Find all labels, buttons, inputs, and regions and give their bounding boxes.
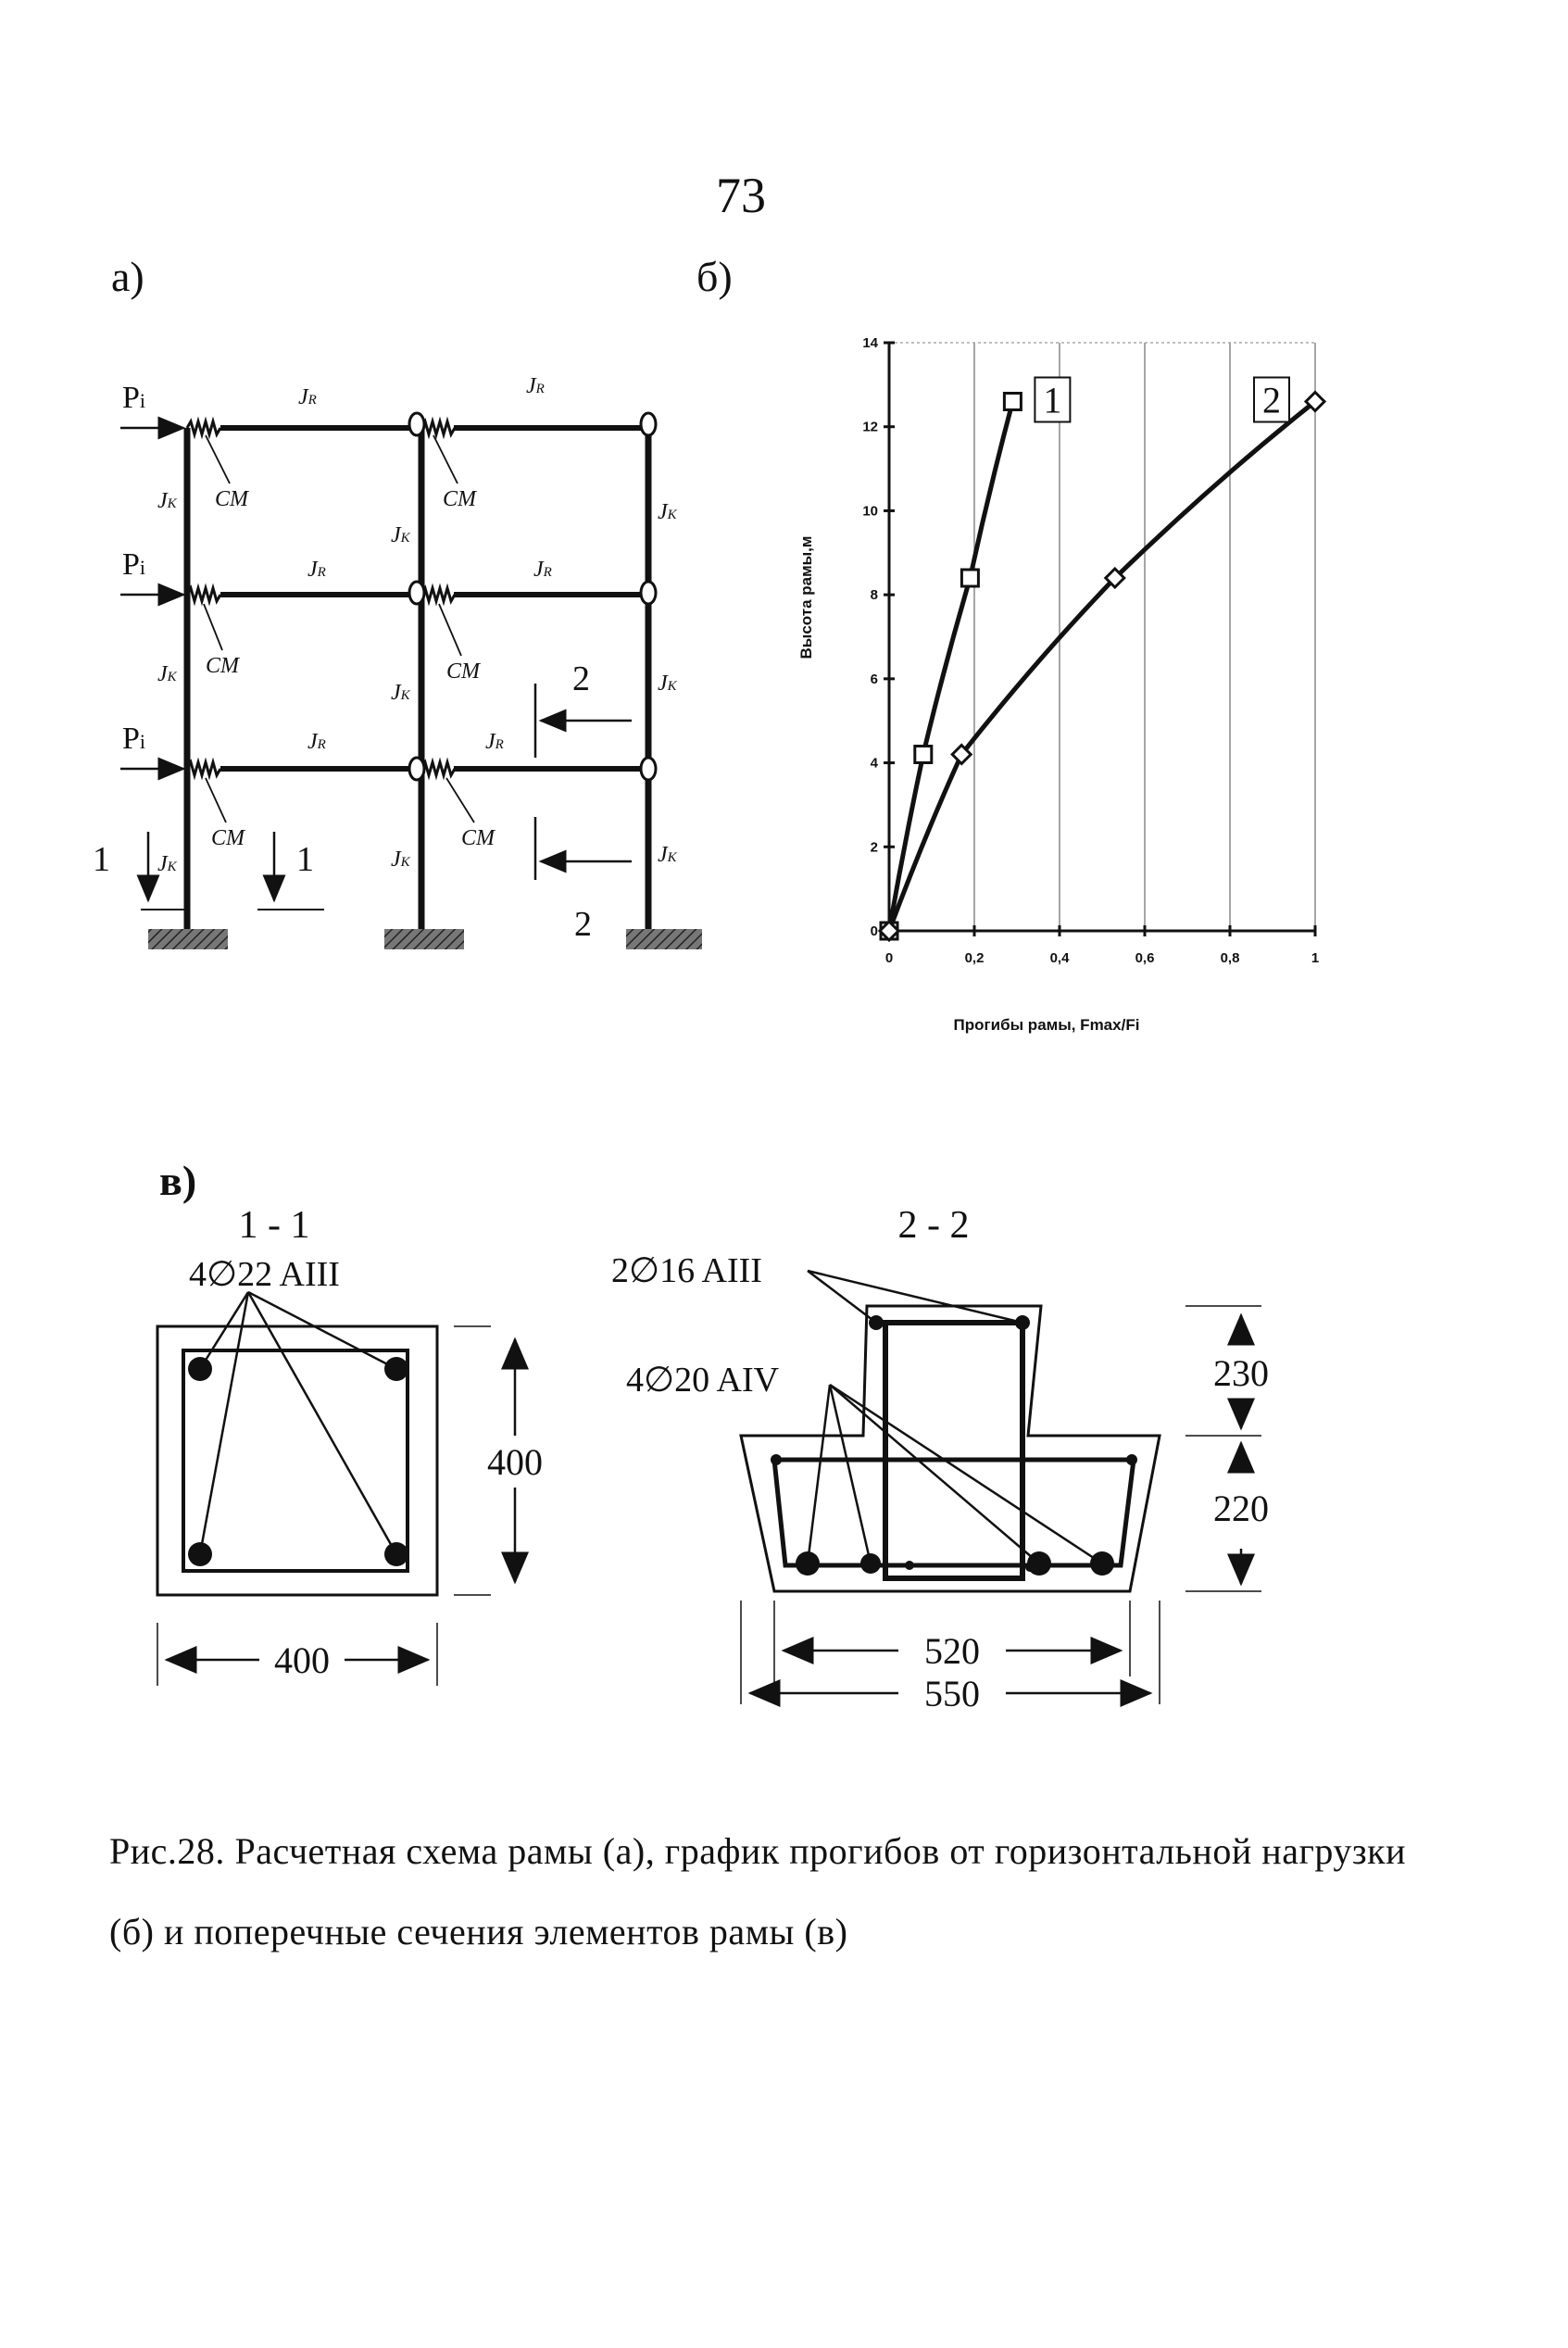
section-2-width-inner: 520 [924,1630,980,1672]
series-line-2 [889,402,1315,932]
rebar-bar [1126,1454,1137,1465]
x-tick-label: 0,4 [1049,950,1070,966]
column-label: JK [391,848,410,872]
column-label: JK [391,681,410,705]
spring [187,421,220,434]
deflection-chart [759,333,1334,1056]
column-label: JK [157,662,177,686]
x-tick-label: 0,6 [1135,950,1155,966]
section-mark-2: 2 [572,659,590,698]
section-1-height: 400 [487,1441,543,1483]
spring-label: CM [215,487,248,511]
section-1-title: 1 - 1 [238,1204,310,1247]
section-mark-2: 2 [574,905,592,944]
panel-label-a: а) [111,253,144,300]
y-tick-label: 4 [870,755,878,772]
y-tick-label: 2 [870,839,878,856]
section-1-rebar: 4∅22 AIII [189,1255,340,1294]
spring-label: CM [461,826,495,850]
section-2-rebar-top: 2∅16 AIII [611,1251,762,1290]
column-label: JK [658,500,677,524]
hinge [641,758,656,780]
frame-scheme [0,0,759,1019]
x-tick-label: 1 [1311,950,1320,966]
spring-label: CM [206,654,239,678]
hinge [641,582,656,604]
hinge [641,413,656,435]
panel-label-v: в) [159,1157,197,1204]
section-mark-1: 1 [296,840,314,879]
chart-grid [974,343,1315,931]
section-1-width: 400 [274,1639,330,1681]
section-2-2 [593,1186,1297,1741]
chart-series [880,378,1324,941]
rebar-bar [1025,1563,1035,1572]
chart-y-axis-label: Высота рамы,м [797,535,815,659]
y-tick-label: 14 [862,335,878,351]
rebar-bar [771,1454,782,1465]
beam-label: JR [307,558,326,582]
section-1-1 [0,1186,593,1741]
section-2-title: 2 - 2 [897,1204,970,1247]
panel-label-b: б) [696,253,733,300]
hinge [409,413,424,435]
hinge [409,758,424,780]
y-tick-label: 10 [862,503,878,520]
chart-x-axis-label: Прогибы рамы, Fmax/Fi [953,1016,1140,1034]
column-label: JK [391,523,410,547]
beam-label: JR [307,730,326,754]
page-number: 73 [716,168,766,223]
spring-label: CM [211,826,245,850]
column-label: JK [658,672,677,696]
section-2-width-outer: 550 [924,1673,980,1714]
hinge [409,582,424,604]
figure-caption: Рис.28. Расчетная схема рамы (а), график прогибов от горизонтальной нагрузки (б) и поперечные сечения элементов рамы (в) [109,1830,1406,1952]
section-2-height-bottom: 220 [1213,1488,1269,1529]
section-2-outline [741,1306,1160,1591]
load-label: Pi [122,547,146,582]
beam-label: JR [298,385,317,409]
series-label: 2 [1262,379,1281,421]
rebar-bar [905,1561,914,1570]
load-label: Pi [122,381,146,415]
load-label: Pi [122,722,146,756]
support [384,929,464,949]
column-label: JK [157,489,177,513]
spring [421,588,455,601]
spring [421,421,455,434]
spring [421,762,455,775]
y-tick-label: 12 [862,419,878,435]
support [148,929,228,949]
y-tick-label: 8 [870,587,878,604]
chart-axes [862,335,1319,966]
series-line-1 [889,402,1012,932]
series-label: 1 [1043,379,1062,421]
column-label: JK [157,852,177,876]
spring [187,762,220,775]
spring [187,588,220,601]
x-tick-label: 0,8 [1220,950,1240,966]
beam-label: JR [485,730,504,754]
section-2-rebar-bottom: 4∅20 AIV [626,1361,780,1400]
spring-label: CM [443,487,476,511]
y-tick-label: 0 [870,923,878,939]
column-label: JK [658,843,677,867]
support [626,929,702,949]
y-tick-label: 6 [870,671,878,687]
x-tick-label: 0 [884,950,894,966]
data-point [961,570,978,586]
spring-label: CM [446,659,480,684]
data-point [915,747,932,763]
section-mark-1: 1 [93,840,110,879]
beam-label: JR [533,558,552,582]
section-2-height-top: 230 [1213,1352,1269,1394]
x-tick-label: 0,2 [964,950,985,966]
beam-label: JR [526,374,545,398]
data-point [1004,394,1021,410]
